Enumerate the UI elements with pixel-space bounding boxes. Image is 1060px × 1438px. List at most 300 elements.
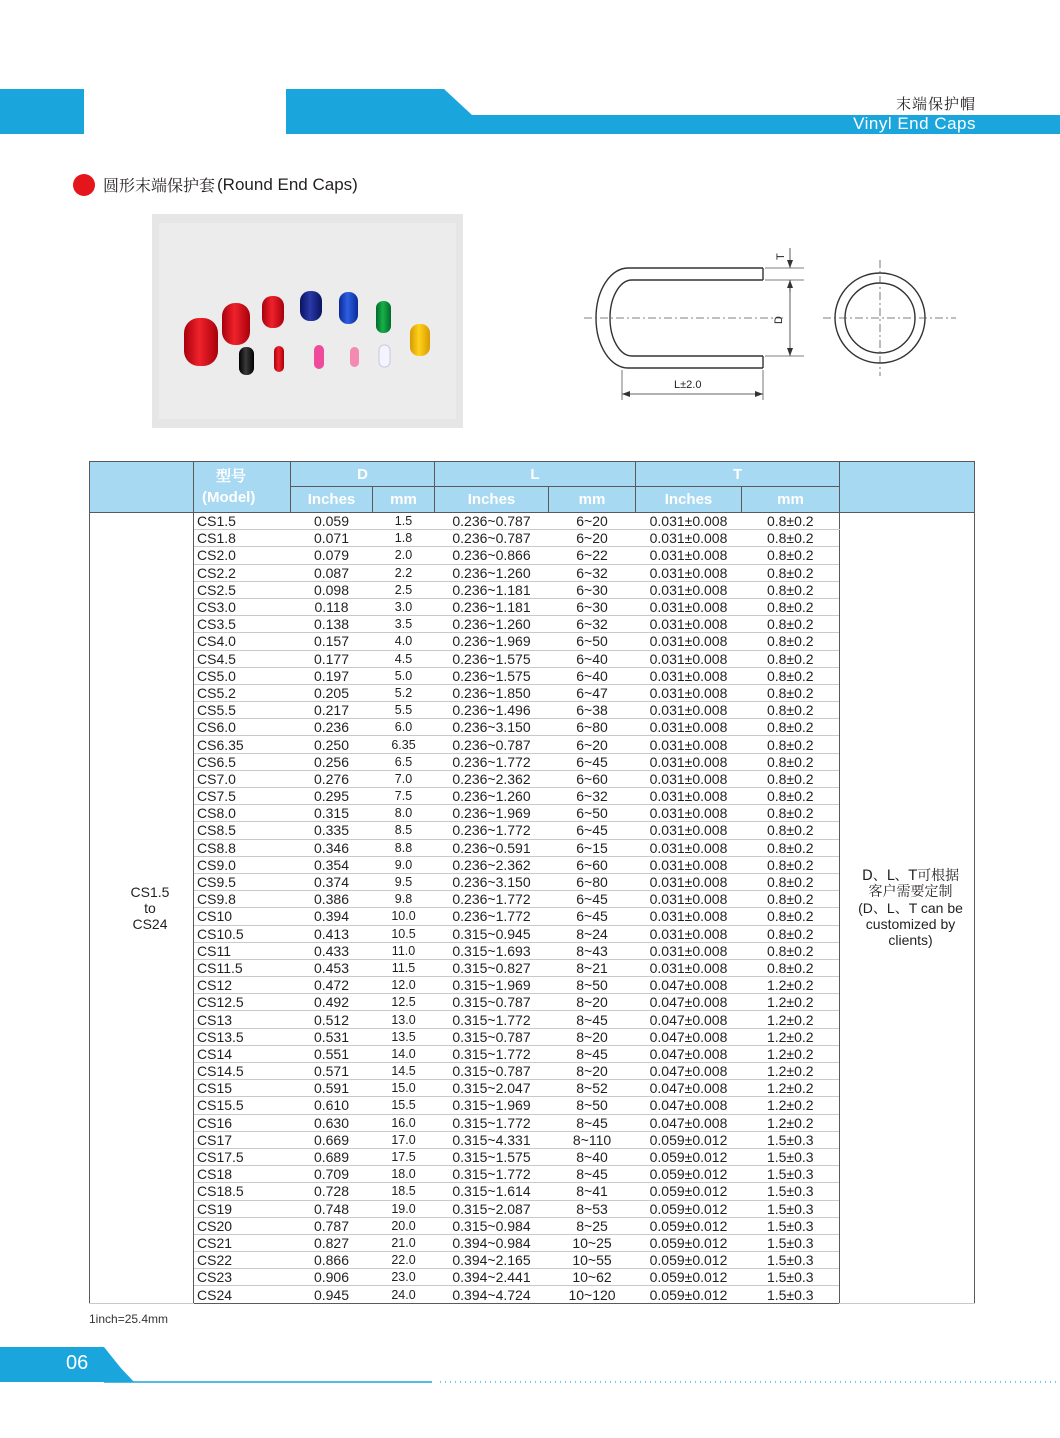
cell-t-mm: 1.5±0.3 [742,1148,840,1165]
product-photo [152,214,463,428]
cell-d-mm: 3.0 [373,598,435,615]
cell-d-mm: 2.2 [373,564,435,581]
cell-l-inches: 0.315~0.945 [435,925,549,942]
cell-t-mm: 0.8±0.2 [742,633,840,650]
header-accent-left [0,89,84,134]
cell-l-inches: 0.315~1.969 [435,977,549,994]
cell-d-mm: 9.8 [373,891,435,908]
cell-t-inches: 0.059±0.012 [636,1252,742,1269]
cell-d-inches: 0.512 [291,1011,373,1028]
cell-d-inches: 0.433 [291,942,373,959]
cell-l-inches: 0.236~0.866 [435,547,549,564]
cell-t-inches: 0.059±0.012 [636,1234,742,1251]
cell-l-mm: 10~55 [549,1252,636,1269]
cell-l-inches: 0.236~1.772 [435,753,549,770]
cell-t-mm: 1.5±0.3 [742,1200,840,1217]
cell-d-inches: 0.250 [291,736,373,753]
cell-model: CS17 [194,1131,291,1148]
cell-t-mm: 0.8±0.2 [742,856,840,873]
cell-t-mm: 1.2±0.2 [742,1080,840,1097]
cell-d-inches: 0.354 [291,856,373,873]
cell-l-mm: 10~120 [549,1286,636,1303]
cell-model: CS15 [194,1080,291,1097]
cell-d-mm: 1.5 [373,513,435,530]
cell-t-mm: 0.8±0.2 [742,598,840,615]
cell-d-inches: 0.906 [291,1269,373,1286]
cell-d-mm: 14.0 [373,1045,435,1062]
cell-d-mm: 7.5 [373,788,435,805]
cell-t-inches: 0.047±0.008 [636,1080,742,1097]
cell-t-inches: 0.031±0.008 [636,598,742,615]
diagram-t-label: T [775,253,787,260]
cell-model: CS9.0 [194,856,291,873]
cell-model: CS14.5 [194,1063,291,1080]
cell-t-mm: 0.8±0.2 [742,547,840,564]
cell-l-mm: 6~60 [549,770,636,787]
cell-t-inches: 0.031±0.008 [636,942,742,959]
cell-model: CS20 [194,1217,291,1234]
cell-d-inches: 0.689 [291,1148,373,1165]
cell-l-inches: 0.236~1.575 [435,650,549,667]
cell-model: CS2.2 [194,564,291,581]
footer-accent-bar [0,1345,1060,1385]
cell-d-inches: 0.335 [291,822,373,839]
cell-d-mm: 12.0 [373,977,435,994]
footnote: 1inch=25.4mm [89,1312,169,1326]
cell-l-mm: 6~40 [549,650,636,667]
cell-l-mm: 6~50 [549,805,636,822]
cell-d-inches: 0.071 [291,530,373,547]
cell-l-mm: 6~32 [549,616,636,633]
cell-d-mm: 2.0 [373,547,435,564]
cell-l-mm: 6~38 [549,702,636,719]
cell-t-mm: 0.8±0.2 [742,805,840,822]
cell-l-mm: 6~22 [549,547,636,564]
cell-l-mm: 8~110 [549,1131,636,1148]
page-number: 06 [66,1352,89,1374]
cell-d-inches: 0.079 [291,547,373,564]
cell-l-mm: 8~21 [549,959,636,976]
cell-t-inches: 0.059±0.012 [636,1183,742,1200]
cell-t-inches: 0.031±0.008 [636,564,742,581]
cell-d-inches: 0.059 [291,513,373,530]
cell-t-inches: 0.031±0.008 [636,667,742,684]
cell-t-inches: 0.059±0.012 [636,1217,742,1234]
cell-l-inches: 0.315~1.772 [435,1011,549,1028]
cell-l-mm: 8~45 [549,1166,636,1183]
cell-model: CS13 [194,1011,291,1028]
cell-t-inches: 0.047±0.008 [636,1097,742,1114]
diagram-d-label: D [773,316,785,324]
cell-t-inches: 0.031±0.008 [636,633,742,650]
cell-d-inches: 0.394 [291,908,373,925]
cell-l-inches: 0.394~2.441 [435,1269,549,1286]
cell-d-mm: 4.0 [373,633,435,650]
cell-d-inches: 0.866 [291,1252,373,1269]
cell-d-mm: 6.0 [373,719,435,736]
cell-l-inches: 0.236~1.772 [435,891,549,908]
cell-d-inches: 0.236 [291,719,373,736]
cell-l-inches: 0.394~2.165 [435,1252,549,1269]
header-t-mm: mm [742,487,840,513]
cell-t-inches: 0.031±0.008 [636,908,742,925]
cell-d-inches: 0.591 [291,1080,373,1097]
cell-t-inches: 0.031±0.008 [636,530,742,547]
cell-l-mm: 6~45 [549,822,636,839]
cell-l-inches: 0.236~1.969 [435,805,549,822]
header-note-blank [840,462,975,513]
cell-l-inches: 0.236~0.787 [435,736,549,753]
cell-l-mm: 6~32 [549,564,636,581]
cell-l-mm: 8~50 [549,977,636,994]
header-model-cn: 型号 [216,467,247,485]
cell-d-inches: 0.531 [291,1028,373,1045]
cell-model: CS18 [194,1166,291,1183]
cell-t-mm: 0.8±0.2 [742,564,840,581]
cell-t-inches: 0.031±0.008 [636,702,742,719]
cell-d-inches: 0.610 [291,1097,373,1114]
cell-d-mm: 21.0 [373,1234,435,1251]
model-range-range-from: CS1.5 [130,883,170,900]
cell-model: CS16 [194,1114,291,1131]
cell-l-mm: 8~41 [549,1183,636,1200]
cell-d-mm: 15.5 [373,1097,435,1114]
diagram-l-label: L±2.0 [674,379,702,391]
cell-d-inches: 0.295 [291,788,373,805]
cell-t-mm: 1.5±0.3 [742,1286,840,1303]
cell-d-inches: 0.346 [291,839,373,856]
cell-l-mm: 8~20 [549,994,636,1011]
cell-t-mm: 1.2±0.2 [742,1063,840,1080]
cell-model: CS7.0 [194,770,291,787]
cell-l-inches: 0.315~2.047 [435,1080,549,1097]
cell-model: CS18.5 [194,1183,291,1200]
bullet-dot-icon [73,174,95,196]
cell-model: CS3.5 [194,616,291,633]
cell-d-mm: 13.5 [373,1028,435,1045]
cell-d-inches: 0.276 [291,770,373,787]
cell-d-inches: 0.827 [291,1234,373,1251]
cell-l-inches: 0.236~1.181 [435,581,549,598]
cell-t-mm: 0.8±0.2 [742,925,840,942]
cell-d-mm: 16.0 [373,1114,435,1131]
cell-l-inches: 0.236~2.362 [435,770,549,787]
customization-note [840,513,975,1304]
cell-t-mm: 1.2±0.2 [742,1011,840,1028]
cell-d-inches: 0.945 [291,1286,373,1303]
cell-l-mm: 8~45 [549,1011,636,1028]
cell-t-mm: 0.8±0.2 [742,702,840,719]
cell-t-inches: 0.059±0.012 [636,1166,742,1183]
cell-l-inches: 0.236~0.591 [435,839,549,856]
section-title-en: (Round End Caps) [217,174,358,194]
cell-d-inches: 0.374 [291,873,373,890]
cell-l-inches: 0.236~2.362 [435,856,549,873]
cell-d-mm: 5.0 [373,667,435,684]
cell-model: CS17.5 [194,1148,291,1165]
cell-l-mm: 8~43 [549,942,636,959]
cell-d-inches: 0.087 [291,564,373,581]
cell-l-inches: 0.236~0.787 [435,530,549,547]
cell-d-mm: 18.5 [373,1183,435,1200]
cell-l-inches: 0.315~0.787 [435,994,549,1011]
cell-d-mm: 7.0 [373,770,435,787]
cell-t-inches: 0.047±0.008 [636,1011,742,1028]
cell-t-inches: 0.031±0.008 [636,736,742,753]
cell-t-mm: 0.8±0.2 [742,908,840,925]
cell-d-mm: 11.5 [373,959,435,976]
cell-l-mm: 6~15 [549,839,636,856]
cell-t-mm: 0.8±0.2 [742,788,840,805]
cell-l-inches: 0.236~0.787 [435,513,549,530]
cell-t-inches: 0.059±0.012 [636,1286,742,1303]
cell-l-inches: 0.236~1.260 [435,564,549,581]
cell-d-mm: 13.0 [373,1011,435,1028]
header-d-inches: Inches [291,487,373,513]
cell-l-inches: 0.236~1.496 [435,702,549,719]
note-note-cn-1: D、L、T可根据 [861,867,960,884]
cell-l-inches: 0.236~1.969 [435,633,549,650]
cell-model: CS24 [194,1286,291,1303]
header-model-en: (Model) [202,489,256,506]
cell-d-inches: 0.728 [291,1183,373,1200]
header-t-inches: Inches [636,487,742,513]
header-l-inches: Inches [435,487,549,513]
cell-t-mm: 1.2±0.2 [742,1028,840,1045]
cell-l-mm: 6~45 [549,753,636,770]
cell-t-inches: 0.031±0.008 [636,513,742,530]
cell-t-inches: 0.031±0.008 [636,753,742,770]
cell-d-inches: 0.157 [291,633,373,650]
cell-l-inches: 0.315~1.772 [435,1114,549,1131]
note-note-cn-2: 客户需要定制 [868,883,953,900]
cell-l-inches: 0.394~4.724 [435,1286,549,1303]
section-title [73,173,358,196]
cell-d-inches: 0.571 [291,1063,373,1080]
cell-model: CS2.0 [194,547,291,564]
cell-d-mm: 10.5 [373,925,435,942]
cell-l-inches: 0.315~0.827 [435,959,549,976]
model-range-range-to: CS24 [132,915,168,932]
cell-model: CS1.8 [194,530,291,547]
cell-l-inches: 0.315~0.787 [435,1028,549,1045]
cell-t-inches: 0.047±0.008 [636,1063,742,1080]
cell-l-mm: 8~24 [549,925,636,942]
cell-t-mm: 0.8±0.2 [742,667,840,684]
cell-model: CS15.5 [194,1097,291,1114]
cell-t-inches: 0.059±0.012 [636,1200,742,1217]
cell-t-mm: 1.2±0.2 [742,1097,840,1114]
end-caps-illustration [159,223,456,419]
cell-model: CS7.5 [194,788,291,805]
cell-l-inches: 0.236~3.150 [435,719,549,736]
cell-l-mm: 8~20 [549,1063,636,1080]
cell-d-mm: 3.5 [373,616,435,633]
cell-l-mm: 6~50 [549,633,636,650]
cell-l-inches: 0.236~1.260 [435,616,549,633]
cell-d-inches: 0.197 [291,667,373,684]
cell-t-inches: 0.031±0.008 [636,684,742,701]
cell-t-inches: 0.031±0.008 [636,959,742,976]
cell-l-mm: 8~25 [549,1217,636,1234]
spec-table-body [90,513,975,1304]
cell-t-mm: 0.8±0.2 [742,822,840,839]
cell-t-mm: 1.5±0.3 [742,1252,840,1269]
table-row [90,513,975,530]
cell-t-inches: 0.031±0.008 [636,770,742,787]
cell-model: CS5.0 [194,667,291,684]
cell-model: CS22 [194,1252,291,1269]
cell-model: CS5.2 [194,684,291,701]
cell-l-mm: 6~20 [549,530,636,547]
cell-model: CS8.5 [194,822,291,839]
cell-model: CS6.5 [194,753,291,770]
cell-l-mm: 8~45 [549,1045,636,1062]
cell-t-mm: 0.8±0.2 [742,942,840,959]
cell-d-mm: 12.5 [373,994,435,1011]
cell-d-mm: 2.5 [373,581,435,598]
cell-d-mm: 6.35 [373,736,435,753]
header-title-en: Vinyl End Caps [853,114,976,133]
cell-model: CS4.5 [194,650,291,667]
cell-model: CS11.5 [194,959,291,976]
cell-l-mm: 8~20 [549,1028,636,1045]
cell-l-inches: 0.236~1.772 [435,908,549,925]
cell-l-inches: 0.315~1.693 [435,942,549,959]
cell-d-inches: 0.709 [291,1166,373,1183]
cell-t-mm: 1.5±0.3 [742,1217,840,1234]
cell-l-mm: 6~20 [549,736,636,753]
cell-t-mm: 0.8±0.2 [742,753,840,770]
spec-table [89,461,975,1304]
cell-t-mm: 1.5±0.3 [742,1166,840,1183]
cell-d-mm: 19.0 [373,1200,435,1217]
cell-t-inches: 0.031±0.008 [636,839,742,856]
cell-model: CS3.0 [194,598,291,615]
cell-d-mm: 22.0 [373,1252,435,1269]
cell-d-inches: 0.098 [291,581,373,598]
cell-l-inches: 0.315~1.772 [435,1045,549,1062]
cell-l-inches: 0.236~3.150 [435,873,549,890]
cell-l-mm: 6~47 [549,684,636,701]
cell-l-mm: 8~52 [549,1080,636,1097]
note-note-en-1: (D、L、T can be [858,899,963,916]
cell-model: CS6.0 [194,719,291,736]
cell-l-inches: 0.236~1.181 [435,598,549,615]
cell-d-inches: 0.748 [291,1200,373,1217]
cell-d-inches: 0.118 [291,598,373,615]
cell-d-inches: 0.551 [291,1045,373,1062]
cell-l-mm: 6~45 [549,908,636,925]
header-title-cn: 末端保护帽 [895,95,976,113]
cell-t-inches: 0.047±0.008 [636,1028,742,1045]
cell-d-inches: 0.315 [291,805,373,822]
cell-l-mm: 6~32 [549,788,636,805]
cell-l-inches: 0.315~1.772 [435,1166,549,1183]
cell-model: CS1.5 [194,513,291,530]
cell-d-mm: 8.5 [373,822,435,839]
cell-d-mm: 9.0 [373,856,435,873]
cell-d-mm: 20.0 [373,1217,435,1234]
cell-t-inches: 0.031±0.008 [636,805,742,822]
cell-model: CS23 [194,1269,291,1286]
cell-t-inches: 0.031±0.008 [636,891,742,908]
cell-d-mm: 1.8 [373,530,435,547]
cell-l-inches: 0.315~1.575 [435,1148,549,1165]
cell-d-inches: 0.256 [291,753,373,770]
cell-t-mm: 1.2±0.2 [742,994,840,1011]
cell-l-mm: 10~62 [549,1269,636,1286]
cell-l-inches: 0.236~1.850 [435,684,549,701]
cell-l-inches: 0.315~1.969 [435,1097,549,1114]
cell-d-mm: 14.5 [373,1063,435,1080]
cell-d-inches: 0.138 [291,616,373,633]
cell-d-mm: 15.0 [373,1080,435,1097]
cell-t-inches: 0.031±0.008 [636,719,742,736]
cell-d-mm: 4.5 [373,650,435,667]
cell-model: CS9.8 [194,891,291,908]
cell-t-mm: 0.8±0.2 [742,736,840,753]
cell-l-mm: 8~40 [549,1148,636,1165]
header-d: D [291,462,435,487]
cell-model: CS21 [194,1234,291,1251]
cell-l-mm: 6~60 [549,856,636,873]
cell-d-mm: 10.0 [373,908,435,925]
cell-model: CS5.5 [194,702,291,719]
cell-t-mm: 1.5±0.3 [742,1234,840,1251]
cell-d-mm: 18.0 [373,1166,435,1183]
cell-t-inches: 0.047±0.008 [636,994,742,1011]
cell-d-inches: 0.472 [291,977,373,994]
cell-d-inches: 0.217 [291,702,373,719]
cell-model: CS10 [194,908,291,925]
cell-d-mm: 17.5 [373,1148,435,1165]
cell-t-inches: 0.031±0.008 [636,925,742,942]
cell-d-mm: 8.0 [373,805,435,822]
cell-l-inches: 0.236~1.260 [435,788,549,805]
cell-t-inches: 0.059±0.012 [636,1148,742,1165]
cell-model: CS2.5 [194,581,291,598]
cell-t-mm: 1.5±0.3 [742,1131,840,1148]
cell-t-inches: 0.031±0.008 [636,822,742,839]
header-l-mm: mm [549,487,636,513]
cell-t-inches: 0.059±0.012 [636,1131,742,1148]
header-l: L [435,462,636,487]
cell-l-mm: 8~53 [549,1200,636,1217]
cell-t-mm: 1.5±0.3 [742,1183,840,1200]
cell-t-mm: 0.8±0.2 [742,873,840,890]
cell-l-mm: 6~20 [549,513,636,530]
cell-model: CS11 [194,942,291,959]
cell-t-mm: 0.8±0.2 [742,581,840,598]
cell-t-mm: 1.2±0.2 [742,1045,840,1062]
cell-model: CS10.5 [194,925,291,942]
cell-t-mm: 0.8±0.2 [742,616,840,633]
cell-t-inches: 0.031±0.008 [636,788,742,805]
cell-d-inches: 0.453 [291,959,373,976]
cell-l-mm: 8~45 [549,1114,636,1131]
cell-t-mm: 0.8±0.2 [742,719,840,736]
cell-d-inches: 0.630 [291,1114,373,1131]
cell-model: CS19 [194,1200,291,1217]
cell-model: CS14 [194,1045,291,1062]
cell-d-mm: 5.5 [373,702,435,719]
model-range-cell [90,513,194,1304]
header-range-blank [90,462,194,513]
cell-model: CS8.0 [194,805,291,822]
cell-t-inches: 0.031±0.008 [636,581,742,598]
header-t: T [636,462,840,487]
